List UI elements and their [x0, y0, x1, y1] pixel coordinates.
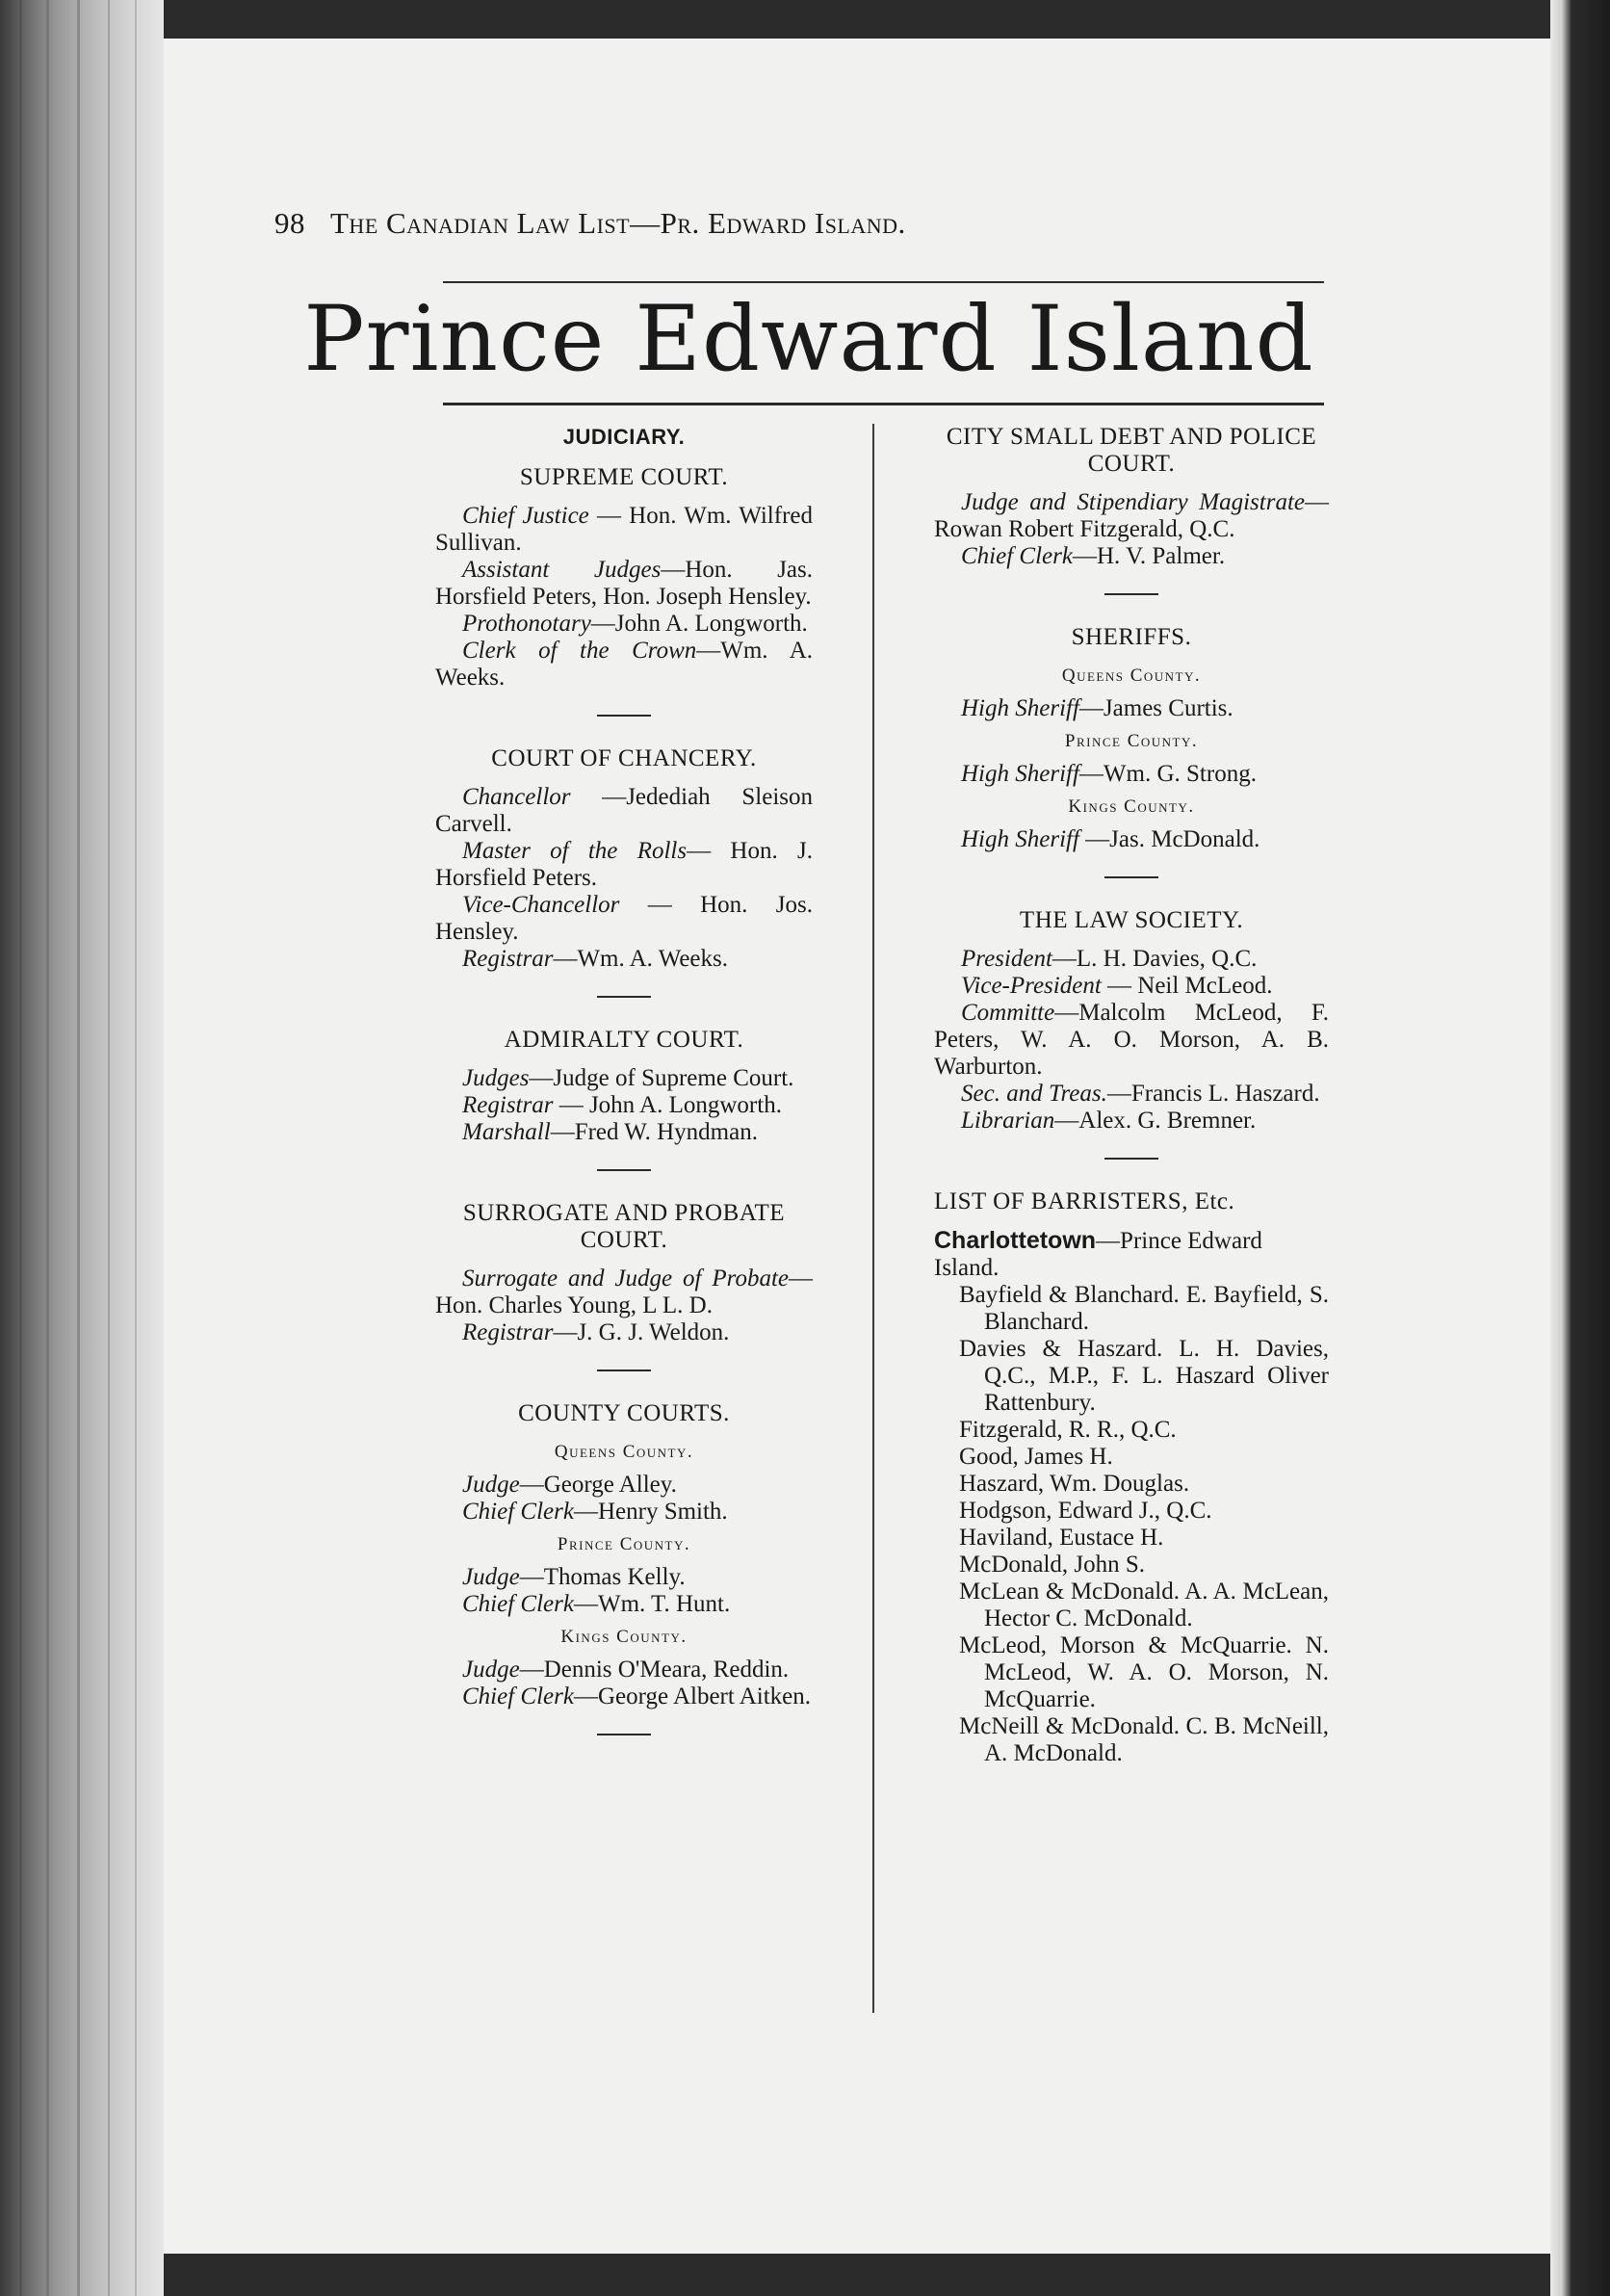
city-court-heading: CITY SMALL DEBT AND POLICE COURT.	[946, 424, 1317, 477]
barrister-list	[934, 1282, 1329, 1767]
section-divider	[597, 1169, 651, 1171]
section-divider	[597, 715, 651, 717]
entry: Prothonotary—John A. Longworth.	[462, 611, 808, 637]
barrister-entry: McNeill & McDonald. C. B. McNeill, A. McDonald.	[959, 1713, 1329, 1766]
entry: High Sheriff—Wm. G. Strong.	[961, 761, 1257, 787]
entry: President—L. H. Davies, Q.C.	[961, 946, 1258, 972]
city-name: Charlottetown	[934, 1227, 1097, 1254]
entry: Chief Justice — Hon. Wm. Wilfred Sullivan.	[435, 503, 813, 556]
entry: Assistant Judges—Hon. Jas. Horsfield Peters, Hon. Joseph Hensley.	[435, 557, 814, 610]
entry: Judge—George Alley.	[462, 1472, 677, 1498]
entry: Surrogate and Judge of Probate—Hon. Charles Young, L L. D.	[435, 1265, 813, 1318]
running-header	[274, 206, 1329, 241]
entry: Registrar—J. G. J. Weldon.	[462, 1319, 730, 1345]
entry: Vice-President — Neil McLeod.	[961, 973, 1273, 999]
barristers-heading: LIST OF BARRISTERS, Etc.	[934, 1188, 1235, 1214]
right-column	[934, 424, 1329, 1767]
right-binding-edge	[1550, 0, 1610, 2296]
entry: Chief Clerk—H. V. Palmer.	[961, 543, 1226, 569]
entry: Master of the Rolls— Hon. J. Horsfield Peters.	[435, 838, 813, 891]
section-divider	[597, 1370, 651, 1371]
barrister-entry: Haszard, Wm. Douglas.	[959, 1471, 1190, 1497]
sheriffs-heading: SHERIFFS.	[1071, 624, 1192, 650]
county-subheading: Queens County.	[554, 1442, 694, 1462]
left-binding-edge	[0, 0, 164, 2296]
section-divider	[1104, 1158, 1158, 1160]
judiciary-heading: JUDICIARY.	[562, 425, 686, 449]
chancery-heading: COURT OF CHANCERY.	[491, 745, 757, 771]
section-divider	[597, 1734, 651, 1735]
county-subheading: Kings County.	[1068, 796, 1195, 817]
entry: Sec. and Treas.—Francis L. Haszard.	[961, 1081, 1320, 1107]
entry: Chancellor —Jedediah Sleison Carvell.	[435, 784, 813, 837]
barrister-entry: Hodgson, Edward J., Q.C.	[959, 1498, 1212, 1524]
county-subheading: Prince County.	[1064, 731, 1199, 751]
running-title: The Canadian Law List—Pr. Edward Island.	[330, 206, 906, 240]
entry: High Sheriff —Jas. McDonald.	[961, 826, 1260, 852]
supreme-court-heading: SUPREME COURT.	[519, 464, 729, 490]
entry: Marshall—Fred W. Hyndman.	[462, 1119, 758, 1145]
entry: Chief Clerk—George Albert Aitken.	[462, 1683, 811, 1709]
column-divider	[872, 424, 874, 2013]
entry: High Sheriff—James Curtis.	[961, 695, 1233, 721]
county-courts-heading: COUNTY COURTS.	[518, 1400, 730, 1426]
county-subheading: Kings County.	[560, 1627, 688, 1647]
entry: Judges—Judge of Supreme Court.	[462, 1065, 794, 1091]
city-entry: Charlottetown—Prince Edward Island.	[934, 1227, 1262, 1281]
entry: Registrar—Wm. A. Weeks.	[462, 946, 728, 972]
title-rule	[443, 403, 1324, 405]
page-title: Prince Edward Island	[303, 287, 1314, 392]
county-subheading: Prince County.	[557, 1534, 691, 1554]
law-society-heading: THE LAW SOCIETY.	[1019, 907, 1244, 933]
section-divider	[597, 996, 651, 998]
county-subheading: Queens County.	[1061, 665, 1202, 686]
barrister-entry: Davies & Haszard. L. H. Davies, Q.C., M.P., F. L. Haszard Oliver Rattenbury.	[959, 1336, 1329, 1416]
entry: Judge—Dennis O'Meara, Reddin.	[462, 1657, 790, 1683]
barrister-entry: Bayfield & Blanchard. E. Bayfield, S. Blanchard.	[959, 1282, 1329, 1335]
admiralty-heading: ADMIRALTY COURT.	[504, 1027, 744, 1053]
barrister-entry: Good, James H.	[959, 1444, 1113, 1470]
entry: Vice-Chancellor — Hon. Jos. Hensley.	[435, 892, 813, 945]
section-divider	[1104, 876, 1158, 878]
header-rule	[443, 281, 1324, 283]
entry: Committe—Malcolm McLeod, F. Peters, W. A. O. Morson, A. B. Warburton.	[934, 1000, 1329, 1080]
section-divider	[1104, 593, 1158, 595]
barrister-entry: Fitzgerald, R. R., Q.C.	[959, 1417, 1177, 1443]
entry: Clerk of the Crown—Wm. A. Weeks.	[435, 638, 814, 691]
barrister-entry: McDonald, John S.	[959, 1552, 1146, 1578]
entry: Librarian—Alex. G. Bremner.	[961, 1108, 1257, 1134]
barrister-entry: McLeod, Morson & McQuarrie. N. McLeod, W. A. O. Morson, N. McQuarrie.	[959, 1632, 1329, 1712]
barrister-entry: McLean & McDonald. A. A. McLean, Hector C. McDonald.	[959, 1578, 1329, 1631]
barrister-entry: Haviland, Eustace H.	[959, 1525, 1164, 1551]
entry: Judge and Stipendiary Magistrate—Rowan Robert Fitzgerald, Q.C.	[934, 489, 1329, 542]
entry: Registrar — John A. Longworth.	[462, 1092, 782, 1118]
left-column	[435, 424, 813, 1764]
surrogate-heading: SURROGATE AND PROBATE COURT.	[462, 1200, 786, 1253]
page-number: 98	[274, 206, 305, 240]
entry: Chief Clerk—Wm. T. Hunt.	[462, 1591, 731, 1617]
entry: Judge—Thomas Kelly.	[462, 1564, 686, 1590]
entry: Chief Clerk—Henry Smith.	[462, 1499, 728, 1525]
